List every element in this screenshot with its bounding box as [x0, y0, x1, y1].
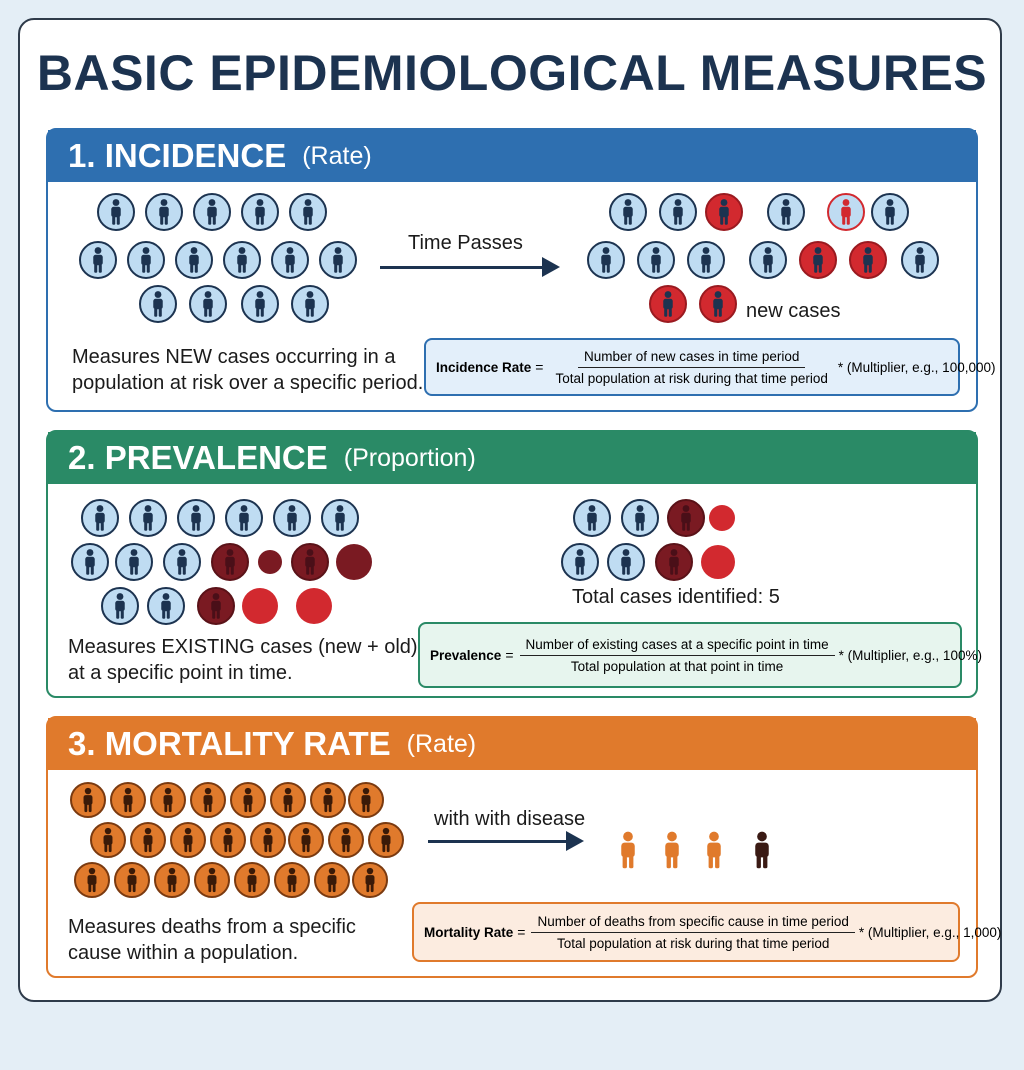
healthy-person-icon: [608, 544, 644, 580]
healthy-person-icon: [98, 194, 134, 230]
healthy-person-icon: [320, 242, 356, 278]
incidence-header: [48, 130, 976, 182]
population-person-icon: [349, 783, 383, 817]
population-person-icon: [369, 823, 403, 857]
healthy-person-icon: [176, 242, 212, 278]
population-person-icon: [231, 783, 265, 817]
healthy-person-icon: [82, 500, 118, 536]
population-person-icon: [75, 863, 109, 897]
existing-case-dot: [336, 544, 372, 580]
incidence-title: 1. INCIDENCE: [68, 137, 287, 174]
new-case-person-icon: [650, 286, 686, 322]
population-person-icon: [315, 863, 349, 897]
time-passes-label: Time Passes: [408, 232, 523, 254]
mortality-section: [46, 716, 1002, 978]
healthy-person-icon: [292, 286, 328, 322]
death-person-icon: [755, 832, 769, 869]
diseased-person-icon: [665, 832, 679, 869]
new-case-person-icon: [706, 194, 742, 230]
existing-case-dot: [296, 588, 332, 624]
page-title: BASIC EPIDEMIOLOGICAL MEASURES: [36, 45, 988, 101]
healthy-person-icon: [146, 194, 182, 230]
healthy-person-icon: [148, 588, 184, 624]
population-person-icon: [329, 823, 363, 857]
healthy-person-icon: [768, 194, 804, 230]
healthy-person-icon: [610, 194, 646, 230]
healthy-person-icon: [574, 500, 610, 536]
population-person-icon: [289, 823, 323, 857]
population-person-icon: [131, 823, 165, 857]
healthy-person-icon: [190, 286, 226, 322]
healthy-person-icon: [164, 544, 200, 580]
existing-case-person-icon: [292, 544, 328, 580]
existing-case-person-icon: [668, 500, 704, 536]
existing-case-person-icon: [656, 544, 692, 580]
population-person-icon: [211, 823, 245, 857]
healthy-person-icon: [274, 500, 310, 536]
mortality-title: 3. MORTALITY RATE: [68, 725, 391, 762]
existing-case-dot: [701, 545, 735, 579]
incidence-section: [46, 128, 996, 412]
new-case-person-icon: [800, 242, 836, 278]
healthy-person-icon: [322, 500, 358, 536]
healthy-person-icon: [872, 194, 908, 230]
healthy-person-icon: [178, 500, 214, 536]
new-case-person-icon: [850, 242, 886, 278]
prevalence-section: [46, 430, 982, 698]
prevalence-subtitle: (Proportion): [343, 443, 476, 472]
healthy-person-icon: [902, 242, 938, 278]
prevalence-header: [48, 432, 976, 484]
diseased-person-icon: [707, 832, 721, 869]
healthy-person-icon: [750, 242, 786, 278]
incidence-subtitle: (Rate): [302, 141, 372, 170]
incidence-formula: Incidence Rate = $\frac{\text{Number of new cases in time period}}{\text{Total population at risk during that time period}}$ * (Multiplier, e.g., 100,000): [424, 338, 960, 396]
prevalence-description: Measures EXISTING cases (new + old) at a specific point in time.: [68, 636, 418, 684]
incidence-description: Measures NEW cases occurring in a population at risk over a specific period.: [72, 346, 424, 394]
healthy-person-icon: [638, 242, 674, 278]
existing-case-dot: [709, 505, 735, 531]
healthy-person-icon: [588, 242, 624, 278]
healthy-person-icon: [272, 242, 308, 278]
population-person-icon: [191, 783, 225, 817]
healthy-person-icon: [622, 500, 658, 536]
mortality-description: Measures deaths from a specific cause within a population.: [68, 916, 356, 964]
healthy-person-icon: [226, 500, 262, 536]
with-disease-label: with with disease: [434, 808, 586, 830]
healthy-person-icon: [242, 194, 278, 230]
population-person-icon: [151, 783, 185, 817]
healthy-person-icon: [688, 242, 724, 278]
diseased-person-icon: [621, 832, 635, 869]
time-passes-arrow: [380, 266, 556, 269]
population-person-icon: [115, 863, 149, 897]
with-disease-arrow: [428, 840, 580, 843]
incidence-fraction: $\frac{\text{Number of new cases in time period}}{\text{Total population at risk during that time period}}$: [555, 348, 828, 386]
healthy-person-icon: [242, 286, 278, 322]
prevalence-title: 2. PREVALENCE: [68, 439, 328, 476]
total-cases-label: Total cases identified: 5: [572, 586, 780, 608]
population-person-icon: [275, 863, 309, 897]
existing-case-person-icon: [212, 544, 248, 580]
population-person-icon: [71, 783, 105, 817]
healthy-person-icon: [80, 242, 116, 278]
population-person-icon: [111, 783, 145, 817]
population-person-icon: [311, 783, 345, 817]
prevalence-fraction: $\frac{\text{Number of existing cases at a specific point in time}}{\text{Total population at that point in time}}$: [520, 637, 835, 674]
healthy-person-icon: [224, 242, 260, 278]
healthy-person-icon: [194, 194, 230, 230]
healthy-person-icon: [116, 544, 152, 580]
population-person-icon: [195, 863, 229, 897]
population-person-icon: [235, 863, 269, 897]
new-case-highlighted-person-icon: [828, 194, 864, 230]
new-cases-label: new cases: [746, 300, 841, 322]
existing-case-person-icon: [198, 588, 234, 624]
new-case-person-icon: [700, 286, 736, 322]
healthy-person-icon: [72, 544, 108, 580]
population-person-icon: [251, 823, 285, 857]
population-person-icon: [171, 823, 205, 857]
population-person-icon: [91, 823, 125, 857]
healthy-person-icon: [140, 286, 176, 322]
mortality-fraction: $\frac{\text{Number of deaths from specific cause in time period}}{\text{Total population at risk during that time period}}$: [531, 914, 854, 951]
population-person-icon: [271, 783, 305, 817]
healthy-person-icon: [562, 544, 598, 580]
existing-case-dot: [258, 550, 282, 574]
mortality-subtitle: (Rate): [406, 729, 477, 758]
healthy-person-icon: [290, 194, 326, 230]
healthy-person-icon: [128, 242, 164, 278]
existing-case-dot: [242, 588, 278, 624]
healthy-person-icon: [660, 194, 696, 230]
healthy-person-icon: [130, 500, 166, 536]
healthy-person-icon: [102, 588, 138, 624]
prevalence-formula: Prevalence = $\frac{\text{Number of existing cases at a specific point in time}}{\text{Total population at that point in time}}$ * (Multiplier, e.g., 100%): [418, 622, 962, 688]
population-person-icon: [155, 863, 189, 897]
population-person-icon: [353, 863, 387, 897]
mortality-formula: Mortality Rate = $\frac{\text{Number of deaths from specific cause in time period}}{\text{Total population at risk during that time period}}$ * (Multiplier, e.g., 1,000): [412, 902, 960, 962]
mortality-header: [48, 718, 976, 770]
